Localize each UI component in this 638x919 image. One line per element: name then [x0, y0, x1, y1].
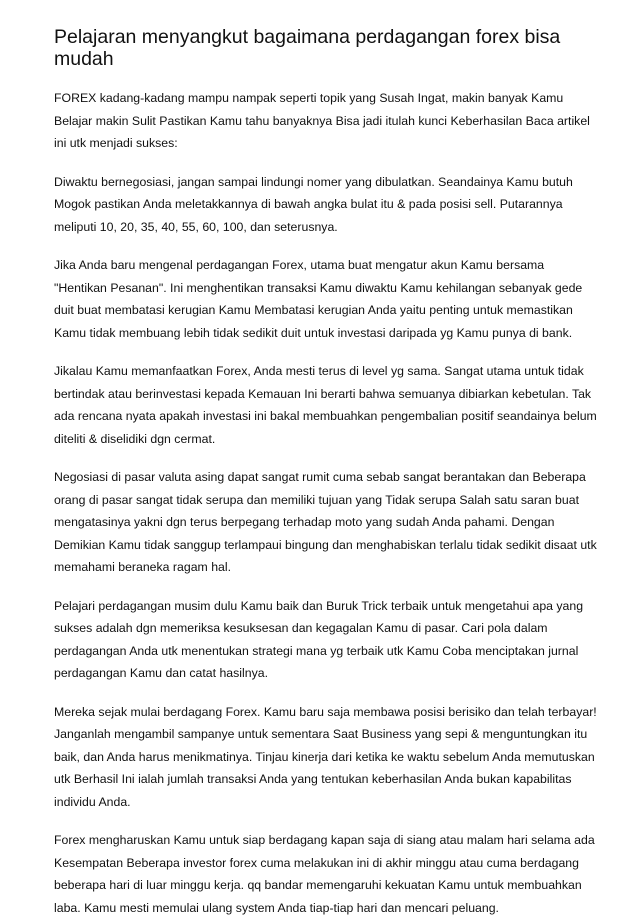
- article-body: [54, 87, 600, 919]
- document-page: [54, 26, 600, 919]
- paragraph-2: Diwaktu bernegosiasi, jangan sampai lindungi nomer yang dibulatkan. Seandainya Kamu butuh Mogok pastikan Anda meletakkannya di bawah angka bulat itu & pada posisi sell. Putarannya meliputi 10, 20, 35, 40, 55, 60, 100, dan seterusnya.: [54, 174, 573, 234]
- paragraph-3: Jika Anda baru mengenal perdagangan Forex, utama buat mengatur akun Kamu bersama "Hentikan Pesanan". Ini menghentikan transaksi Kamu diwaktu Kamu kehilangan sebanyak gede duit buat membatasi kerugian Kamu Membatasi kerugian Anda yaitu penting untuk memastikan Kamu tidak membuang lebih tidak sedikit duit untuk investasi daripada yg Kamu punya di bank.: [54, 258, 583, 340]
- paragraph-1: FOREX kadang-kadang mampu nampak seperti topik yang Susah Ingat, makin banyak Kamu Belajar makin Sulit Pastikan Kamu tahu banyaknya Bisa jadi itulah kunci Keberhasilan Baca artikel ini utk menjadi sukses:: [54, 91, 590, 150]
- paragraph-6: Pelajari perdagangan musim dulu Kamu baik dan Buruk Trick terbaik untuk mengetahui apa yang sukses adalah dgn memeriksa kesuksesan dan kegagalan Kamu di pasar. Cari pola dalam perdagangan Anda utk menentukan strategi mana yg terbaik utk Kamu Coba menciptakan jurnal perdagangan Kamu dan catat hasilnya.: [54, 598, 584, 680]
- paragraph-7: Mereka sejak mulai berdagang Forex. Kamu baru saja membawa posisi berisiko dan telah terbayar! Janganlah mengambil sampanye untuk sementara Saat Business yang sepi & menguntungkan itu baik, dan Anda harus menikmatinya. Tinjau kinerja dari ketika ke waktu sebelum Anda memutuskan utk Berhasil Ini ialah jumlah transaksi Anda yang tentukan keberhasilan Anda bukan kapabilitas individu Anda.: [54, 704, 597, 809]
- paragraph-5: Negosiasi di pasar valuta asing dapat sangat rumit cuma sebab sangat berantakan dan Beberapa orang di pasar sangat tidak serupa dan memiliki tujuan yang Tidak serupa Salah satu saran buat mengatasinya yakni dgn terus berpegang terhadap moto yang sudah Anda pahami. Dengan Demikian Kamu tidak sanggup terlampaui bingung dan menghabiskan terlalu tidak sedikit disaat utk memahami beraneka ragam hal.: [54, 470, 597, 574]
- document-title: Pelajaran menyangkut bagaimana perdagangan forex bisa mudah: [54, 26, 561, 70]
- paragraph-8: Forex mengharuskan Kamu untuk siap berdagang kapan saja di siang atau malam hari selama ada Kesempatan Beberapa investor forex cuma melakukan ini di akhir minggu atau cuma berdagang beberapa hari di luar minggu kerja. qq bandar memengaruhi kekuatan Kamu untuk membuahkan laba. Kamu mesti memulai ulang system Anda tiap-tiap hari dan mencari peluang.: [54, 833, 595, 915]
- paragraph-4: Jikalau Kamu memanfaatkan Forex, Anda mesti terus di level yg sama. Sangat utama untuk tidak bertindak atau berinvestasi kepada Kemauan Ini berarti bahwa semuanya dibiarkan kebetulan. Tak ada rencana nyata apakah investasi ini bakal membuahkan pengembalian positif seandainya belum diteliti & diselidiki dgn cermat.: [54, 364, 597, 446]
